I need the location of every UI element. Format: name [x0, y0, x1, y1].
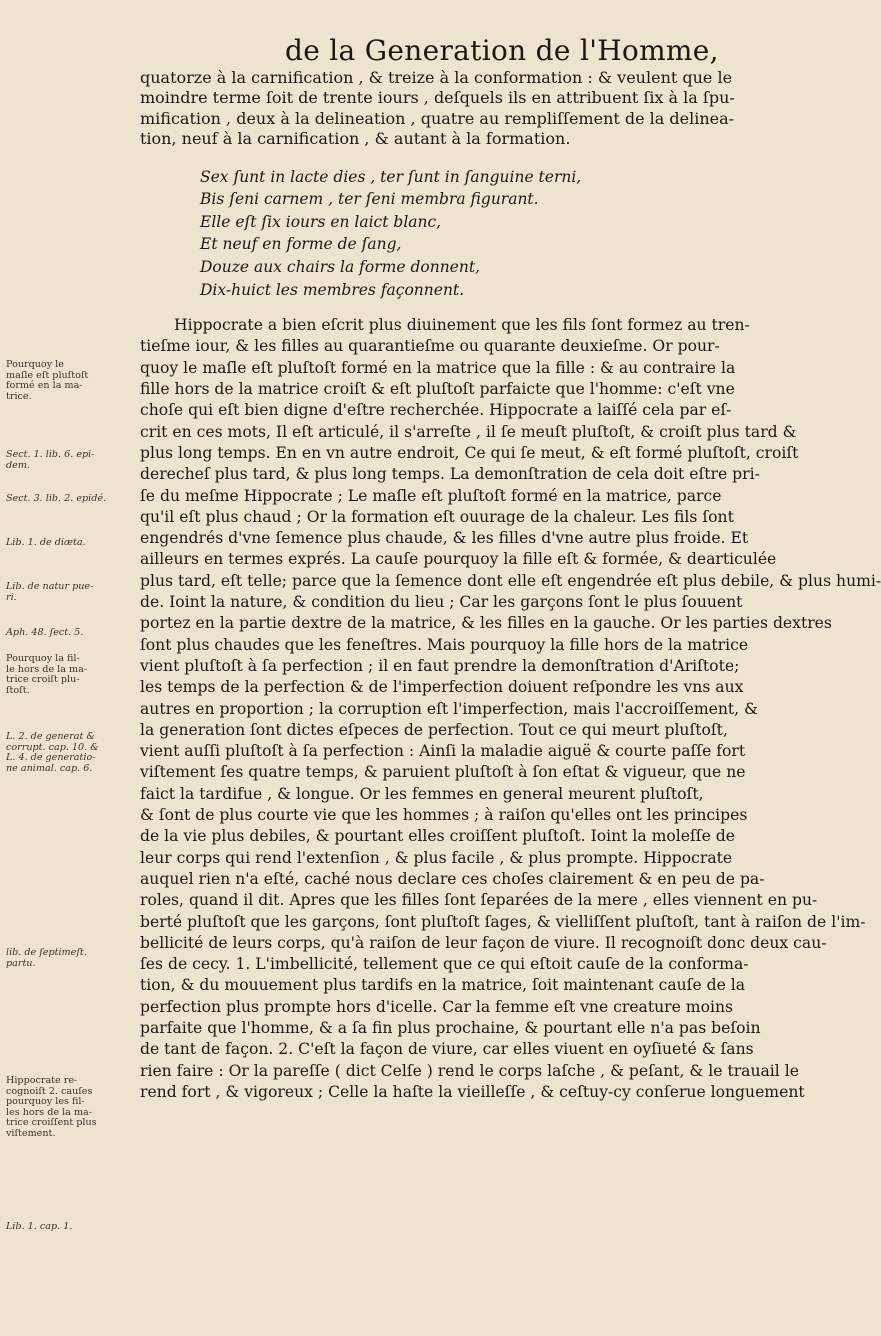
text-line: engendrés d'vne ſemence plus chaude, & les filles d'vne autre plus froide. Et: [140, 529, 749, 548]
text-line: ſont plus chaudes que les feneſtres. Mais pourquoy la fille hors de la matrice: [140, 635, 749, 654]
margin-citation: [6, 494, 136, 505]
text-line: rien faire : Or la pareſſe ( dict Celſe ) rend le corps laſche , & peſant, & le trauail le: [140, 1061, 799, 1080]
verse-line: Sex ſunt in lacte dies , ter ſunt in ſanguine terni,: [200, 167, 582, 186]
margin-note-line: Lib. de natur pue-: [6, 581, 94, 592]
text-line: ſe du meſme Hippocrate ; Le maſle eſt pluſtoſt formé en la matrice, parce: [140, 486, 722, 505]
margin-note-line: Pourquoy le: [6, 359, 64, 370]
margin-note-line: Sect. 1. lib. 6. epi-: [6, 449, 95, 460]
text-line: rend fort , & vigoreux ; Celle la haſte la vieilleſſe , & ceſtuy-cy conſerue longuement: [140, 1082, 805, 1101]
verse-line: Bis ſeni carnem , ter ſeni membra figurant.: [200, 190, 539, 209]
margin-note-line: Lib. 1. cap. 1.: [6, 1221, 73, 1232]
text-line: de tant de façon. 2. C'eſt la façon de viure, car elles viuent en oyſiueté & ſans: [140, 1040, 754, 1059]
verse-line: Et neuf en forme de ſang,: [200, 235, 402, 254]
text-line: viſtement ſes quatre temps, & paruient pluſtoſt à ſon eſtat & vigueur, que ne: [140, 763, 746, 782]
margin-citation: [6, 948, 136, 969]
margin-note-line: trice croiſſent plus: [6, 1117, 97, 1129]
text-line: qu'il eſt plus chaud ; Or la formation eſt ouurage de la chaleur. Les fils ſont: [140, 507, 734, 526]
text-line: crit en ces mots, Il eſt articulé, il s'arreſte , il ſe meuſt pluſtoſt, & croiſt plus tard &: [140, 422, 797, 441]
margin-note: [6, 360, 136, 402]
text-line: vient auſſi pluſtoſt à ſa perfection : Ainſi la maladie aiguë & courte paſſe fort: [140, 742, 746, 761]
margin-note-line: L. 4. de generatio-: [6, 752, 96, 764]
margin-citation: [6, 538, 136, 549]
margin-citation: [6, 628, 136, 639]
text-line: les temps de la perfection & de l'imperfection doiuent reſpondre les vns aux: [140, 678, 744, 697]
margin-note-line: Pourquoy la fil-: [6, 653, 80, 664]
margin-note-line: pourquoy les fil-: [6, 1096, 85, 1108]
margin-note-line: dem.: [6, 459, 30, 471]
margin-citation: [6, 732, 136, 774]
text-line: vient pluſtoſt à ſa perfection ; il en faut prendre la demonſtration d'Ariſtote;: [140, 656, 740, 675]
text-line: fille hors de la matrice croiſt & eſt pluſtoſt parfaicte que l'homme: c'eſt vne: [140, 380, 735, 399]
margin-note-line: Hippocrate re-: [6, 1075, 78, 1086]
margin-note-line: Lib. 1. de diæta.: [6, 537, 86, 548]
margin-note-line: L. 2. de generat &: [6, 731, 95, 742]
verse-line: Elle eſt ſix iours en laict blanc,: [200, 212, 442, 231]
text-line: ailleurs en termes exprés. La cauſe pourquoy la fille eſt & formée, & dearticulée: [140, 550, 777, 569]
margin-note-line: les hors de la ma-: [6, 1106, 92, 1118]
text-line: moindre terme ſoit de trente iours , deſquels ils en attribuent ſix à la ſpu-: [140, 88, 735, 108]
text-line: autres en proportion ; la corruption eſt l'imperfection, mais l'accroiſſement, &: [140, 699, 758, 718]
verse-line: Dix-huict les membres façonnent.: [200, 280, 465, 299]
margin-note-line: ri.: [6, 591, 17, 603]
text-line: parfaite que l'homme, & a ſa fin plus prochaine, & pourtant elle n'a pas beſoin: [140, 1018, 761, 1037]
text-line: ſes de cecy. 1. L'imbellicité, tellement que ce qui eſtoit cauſe de la conforma-: [140, 955, 749, 974]
margin-note-line: cognoiſt 2. cauſes: [6, 1085, 93, 1097]
text-line: tion, & du mouuement plus tardifs en la matrice, ſoit maintenant cauſe de la: [140, 976, 746, 995]
main-text: [140, 68, 881, 1103]
text-line: perfection plus prompte hors d'icelle. Car la femme eſt vne creature moins: [140, 997, 734, 1016]
text-line: derecheſ plus tard, & plus long temps. La demonſtration de cela doit eſtre pri-: [140, 465, 760, 484]
margin-note-line: Aph. 48. ſect. 5.: [6, 627, 84, 638]
text-line: bellicité de leurs corps, qu'à raiſon de leur façon de viure. Il recognoiſt donc deux cau-: [140, 933, 827, 952]
text-line: & ſont de plus courte vie que les hommes ; à raiſon qu'elles ont les principes: [140, 806, 748, 825]
text-line: mification , deux à la delineation , quatre au rempliſſement de la delinea-: [140, 108, 735, 128]
text-line: de la vie plus debiles, & pourtant elles croiſſent pluſtoſt. Ioint la moleſſe de: [140, 827, 735, 846]
text-line: quatorze à la carnification , & treize à la conformation : & veulent que le: [140, 68, 733, 87]
margin-note-line: corrupt. cap. 10. &: [6, 741, 99, 753]
running-head: de la Generation de l'Homme,: [285, 34, 719, 67]
margin-note-line: trice.: [6, 390, 32, 402]
text-line: portez en la partie dextre de la matrice, & les filles en la gauche. Or les parties dextres: [140, 614, 832, 633]
margin-note-line: viſtement.: [6, 1127, 56, 1139]
text-line: choſe qui eſt bien digne d'eſtre recherchée. Hippocrate a laiſſé cela par eſ-: [140, 401, 732, 420]
margin-note-line: Sect. 3. lib. 2. epidé.: [6, 493, 107, 504]
margin-note: [6, 654, 136, 696]
intro-paragraph: [140, 68, 790, 150]
margin-citation: [6, 582, 136, 603]
margin-note-line: trice croiſt plu-: [6, 674, 80, 686]
verse-block: [200, 166, 790, 302]
body-paragraph: [140, 315, 881, 1103]
text-line: leur corps qui rend l'extenſion , & plus facile , & plus prompte. Hippocrate: [140, 848, 733, 867]
text-line: berté pluſtoſt que les garçons, ſont pluſtoſt ſages, & vielliſſent pluſtoſt, tant à raiſon de l'im-: [140, 912, 866, 931]
text-line: la generation ſont dictes eſpeces de perfection. Tout ce qui meurt pluſtoſt,: [140, 720, 728, 739]
margin-note-line: ſtoſt.: [6, 684, 30, 696]
margin-note-line: formé en la ma-: [6, 380, 83, 392]
verse-line: Douze aux chairs la forme donnent,: [200, 258, 480, 276]
margin-note-line: partu.: [6, 957, 36, 969]
margin-citation: [6, 1222, 136, 1233]
text-line: plus tard, eſt telle; parce que la ſemence dont elle eſt engendrée eſt plus debile, & plus humi-: [140, 571, 881, 590]
margin-note-line: maſle eſt pluſtoſt: [6, 369, 89, 381]
margin-citation: [6, 450, 136, 471]
margin-note-line: ne animal. cap. 6.: [6, 762, 93, 774]
text-line: plus long temps. En en vn autre endroit, Ce qui ſe meut, & eſt formé pluſtoſt, croiſt: [140, 443, 799, 462]
text-line: auquel rien n'a eſté, caché nous declare ces choſes clairement & en peu de pa-: [140, 869, 765, 888]
text-line: de. Ioint la nature, & condition du lieu ; Car les garçons ſont le plus ſouuent: [140, 593, 743, 612]
margin-note-line: le hors de la ma-: [6, 663, 88, 675]
text-line: quoy le maſle eſt pluſtoſt formé en la matrice que la fille : & au contraire la: [140, 358, 736, 377]
margin-note: [6, 1076, 136, 1140]
margin-note-line: lib. de ſeptimeſt.: [6, 947, 87, 958]
text-line: tion, neuf à la carnification , & autant à la formation.: [140, 129, 571, 149]
text-line: roles, quand il dit. Apres que les filles ſont ſeparées de la mere , elles viennent en pu-: [140, 891, 818, 910]
text-line: Hippocrate a bien eſcrit plus diuinement que les fils ſont formez au tren-: [174, 316, 750, 335]
text-line: faict la tardifue , & longue. Or les femmes en general meurent pluſtoſt,: [140, 784, 704, 803]
text-line: tieſme iour, & les filles au quarantieſme ou quarante deuxieſme. Or pour-: [140, 337, 720, 356]
